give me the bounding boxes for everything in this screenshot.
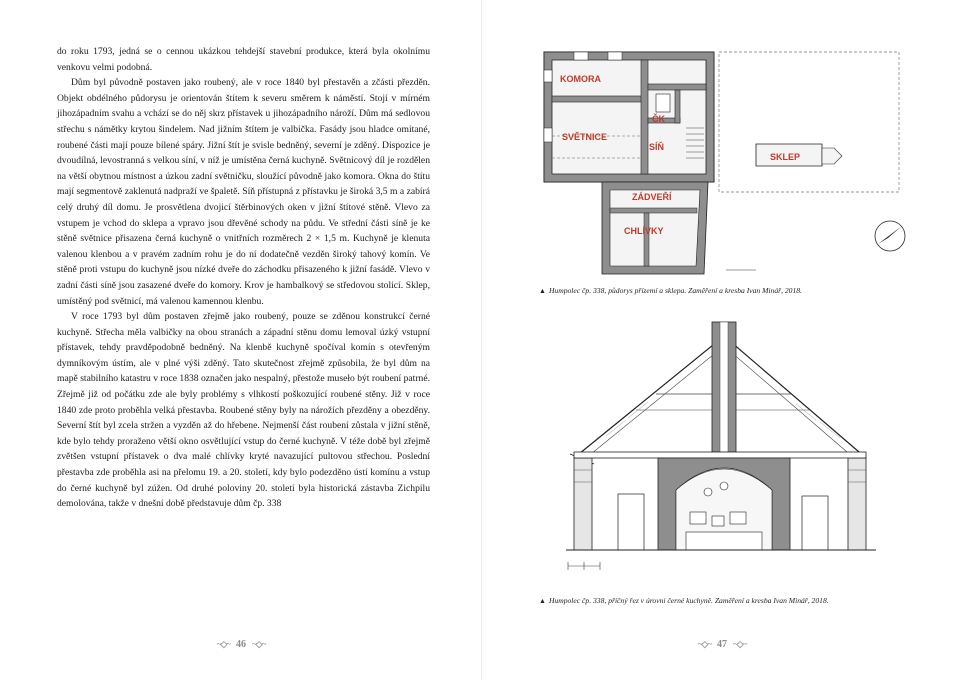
caption-marker-icon: ▲	[539, 287, 546, 295]
page-number-right	[662, 636, 782, 652]
paragraph: Dům byl původně postaven jako roubený, ale v roce 1840 byl přestavěn a zčásti přezděn. Objekt obdélného půdorysu je orientován štítem k severu směrem k náměstí. Stojí v mírném jihozápadním svahu a vchází se do něj skrz přístavek u jihozápadního nároží. Dům má sedlovou střechu s námětky krytou šindelem. Nad jižním štítem je valbička. Fasády jsou hladce omítané, roubené části mají pouze bílené spáry. Jižní štít je svisle bedněný, severní je zděný. Dispozice je dvoudílná, levostranná s velkou síní, v níž je umístěna černá kuchyně. Světnicový díl je rozdělen na větší obytnou místnost a úzkou zadní světničku, sloužící původně jako komora. Okna do štítu mají segmentově zaklenutá nadpraží ve špaletě. Síň přístupná z přístavku je široká 3,5 m a zabírá celý druhý díl domu. Je prosvětlena dvojicí štěrbinových oken v jižní štítové stěně. Vlevo za vstupem je vchod do sklepa a vpravo jsou dřevěné schody na půdu. Ve střední části síně je ke stěně světnice přisazena černá kuchyně o vnitřních rozměrech 2 × 1,5 m. Kuchyně je klenuta valenou klenbou a v pravém zadním rohu je do ní dodatečně vezděn široký tahový komín. Ve stěně proti vstupu do kuchyně jsou nízké dveře do záchodku přisazeného k jižní fasádě. Vlevo v zadní části síně jsou zasazené dveře do komory. Krov je hambalkový se středovou stolicí. Sklep, umístěný pod světnicí, má valenou kamennou klenbu.	[57, 77, 430, 307]
folio-number: 46	[236, 638, 246, 650]
caption-marker-icon: ▲	[539, 597, 546, 605]
plan-label-sin: SÍŇ	[649, 142, 665, 152]
paragraph: V roce 1793 byl dům postaven zřejmě jako roubený, pouze se zděnou konstrukcí černé kuchyně. Střecha měla valbičky na obou stranách a západní stěnu domu lemoval úzký vstupní přístavek, tehdy pravděpodobně bedněný. Na klenbě kuchyně spočíval komín s otevřeným dymníkovým ústím, ale v plné výši zděný. Tato skutečnost zřejmě způsobila, že byl dům na mapě stabilního katastru v roce 1838 označen jako nespalný, přestože museło být roubení patrné. Zřejmě již od počátku zde ale byly problémy s vlhkostí poškozující roubené stěny. Již v roce 1840 zde proto proběhla velká přestavba. Roubené stěny byly na nárožích přezděny a obezděny. Severní štít byl zcela stržen a vyzděn až do hřebene. Nejmenší část roubení zůstala v jižní stěně, kde bylo tehdy proraženo větší okno osvětlující vstup do černé kuchyně. V téže době byl zřejmě zvětšen vstupní přístavek o dva malé chlívky kryté navazující pultovou střechou. Poslední přestavba zde proběhla asi na přelomu 19. a 20. století, kdy bylo podezděno ústí komínu a vstup do černé kuchyně byl zúžen. Od druhé poloviny 20. století byla historická zástavba Zichpilu demolována, takže v dnešní době představuje dům čp. 338	[57, 311, 430, 510]
plan-label-ck: ČK	[652, 114, 665, 124]
folio-number: 47	[717, 638, 727, 650]
caption-plan: ▲ Humpolec čp. 338, půdorys přízemí a sklepa. Zaměření a kresba Ivan Minář, 2018.	[539, 286, 802, 295]
body-text	[57, 44, 430, 512]
plan-label-zadveri: ZÁDVEŘÍ	[632, 192, 672, 202]
plan-label-chlivky: CHLÍVKY	[624, 226, 664, 236]
caption-section: ▲ Humpolec čp. 338, příčný řez v úrovni černé kuchyně. Zaměření a kresba Ivan Minář, 2018.	[539, 596, 829, 605]
plan-label-komora: KOMORA	[560, 74, 601, 84]
floor-plan-drawing	[536, 48, 926, 283]
cross-section-drawing	[566, 318, 876, 580]
ornament-icon: ~◇~	[697, 638, 711, 649]
ornament-icon: ~◇~	[733, 638, 747, 649]
plan-label-sklep: SKLEP	[770, 152, 801, 162]
page-number-left	[181, 636, 301, 652]
ornament-icon: ~◇~	[216, 638, 230, 649]
right-page	[482, 0, 964, 680]
paragraph: do roku 1793, jedná se o cennou ukázkou tehdejší stavební produkce, která byla okolnímu venkovu velmi podobná.	[57, 46, 430, 73]
ornament-icon: ~◇~	[252, 638, 266, 649]
plan-label-svetnice: SVĚTNICE	[562, 132, 608, 142]
